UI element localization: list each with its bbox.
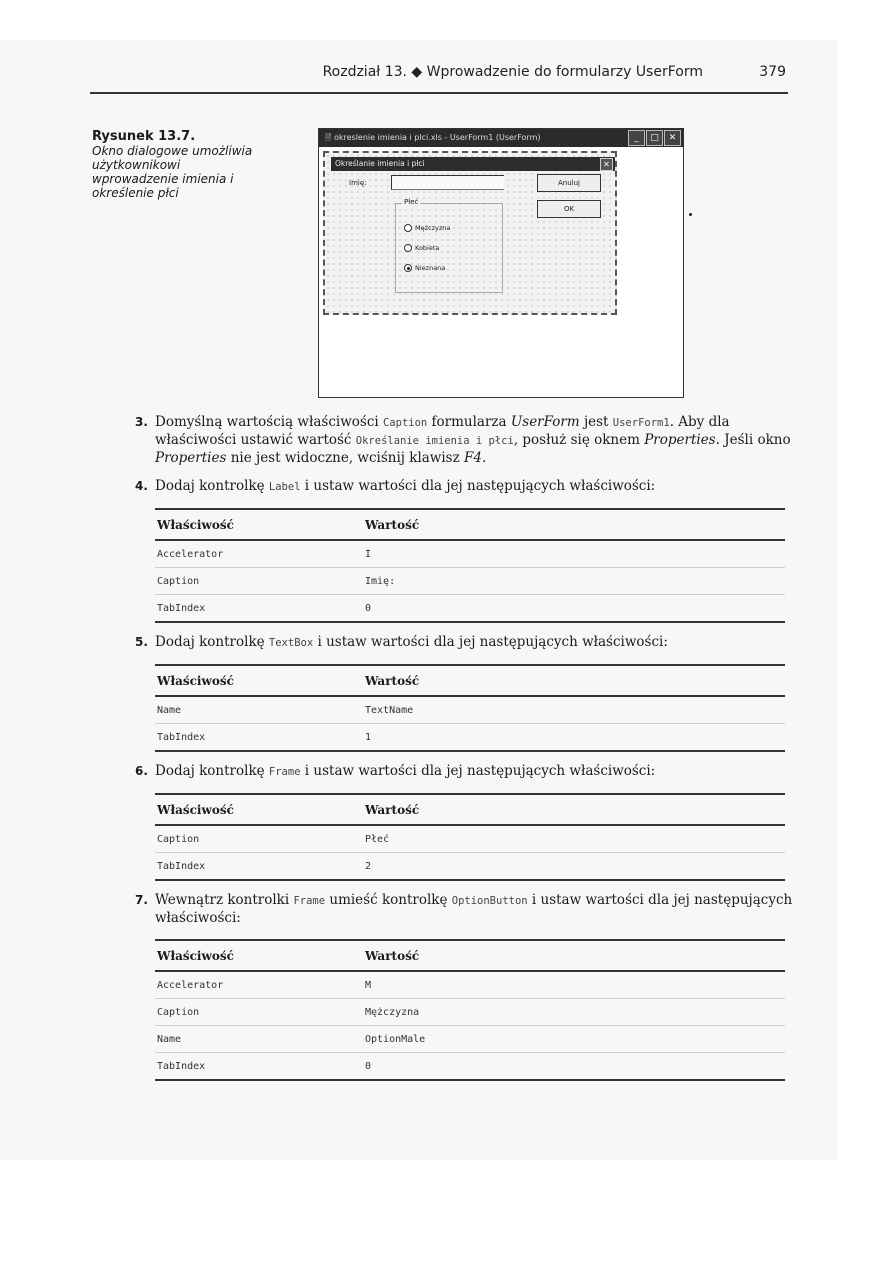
step-4 <box>135 478 795 496</box>
code: Caption <box>382 417 428 429</box>
frame-gender-label: Płeć <box>404 198 419 206</box>
textbox-name[interactable] <box>391 175 504 190</box>
column-header-property: Właściwość <box>155 509 363 540</box>
table-row <box>155 1053 785 1081</box>
option-female-label: Kobieta <box>415 244 440 252</box>
text: i ustaw wartości dla jej następujących właściwości: <box>300 763 656 779</box>
table-cell: 0 <box>363 1053 785 1081</box>
column-header-value: Wartość <box>363 794 785 825</box>
props-table-frame <box>155 793 785 881</box>
code: Label <box>268 481 301 493</box>
table-cell: Caption <box>155 568 363 595</box>
table-row <box>155 825 785 853</box>
table-cell: Mężczyzna <box>363 999 785 1026</box>
vba-window-title-text: 🗎 okreslenie imienia i plci.xls - UserForm1 (UserForm) <box>325 133 541 142</box>
table-cell: Płeć <box>363 825 785 853</box>
table-cell: TabIndex <box>155 853 363 881</box>
table-cell: Name <box>155 1026 363 1053</box>
text: Dodaj kontrolkę <box>155 478 269 494</box>
radio-icon <box>404 244 412 252</box>
table-row <box>155 853 785 881</box>
code: Frame <box>293 895 326 907</box>
text: formularza <box>427 414 511 430</box>
table-row <box>155 696 785 724</box>
props-table-textbox <box>155 664 785 752</box>
table-cell: I <box>363 540 785 568</box>
table-cell: 2 <box>363 853 785 881</box>
step-5 <box>135 634 795 652</box>
step-6 <box>135 763 795 781</box>
table-cell: TabIndex <box>155 724 363 752</box>
step-number: 4. <box>135 479 148 493</box>
text: Dodaj kontrolkę <box>155 763 269 779</box>
code: UserForm1 <box>612 417 670 429</box>
column-header-value: Wartość <box>363 940 785 971</box>
column-header-property: Właściwość <box>155 794 363 825</box>
cancel-button[interactable]: Anuluj <box>537 174 601 192</box>
chapter-title: Rozdział 13. ◆ Wprowadzenie do formularzy UserForm <box>322 64 703 80</box>
code: Frame <box>268 766 301 778</box>
label-imie: Imię: <box>349 179 367 187</box>
table-cell: Caption <box>155 825 363 853</box>
option-male-label: Mężczyzna <box>415 224 451 232</box>
text: nie jest widoczne, wciśnij klawisz <box>226 450 465 466</box>
text: , posłuż się oknem <box>513 432 645 448</box>
table-cell: TextName <box>363 696 785 724</box>
table-row <box>155 971 785 999</box>
step-7 <box>135 892 795 927</box>
code: Określanie imienia i płci <box>355 435 514 447</box>
close-icon[interactable]: ✕ <box>664 130 681 146</box>
step-number: 5. <box>135 635 148 649</box>
userform-design-area <box>323 151 617 315</box>
text: jest <box>579 414 613 430</box>
steps-list <box>135 414 795 1081</box>
table-row <box>155 999 785 1026</box>
text: Wewnątrz kontrolki <box>155 892 294 908</box>
radio-selected-icon <box>404 264 412 272</box>
maximize-icon[interactable]: □ <box>646 130 663 146</box>
code: OptionButton <box>451 895 528 907</box>
stray-dot <box>689 213 692 216</box>
code: TextBox <box>268 637 314 649</box>
props-table-optionbutton <box>155 939 785 1081</box>
figure-screenshot <box>318 128 684 398</box>
italic: Properties <box>644 432 716 448</box>
window-controls <box>628 130 681 146</box>
italic: Properties <box>155 450 227 466</box>
text: i ustaw wartości dla jej następujących właściwości: <box>300 478 656 494</box>
step-number: 3. <box>135 415 148 429</box>
table-cell: 0 <box>363 595 785 623</box>
text: Domyślną wartością właściwości <box>155 414 383 430</box>
figure-caption <box>92 130 267 200</box>
figure-number: Rysunek 13.7. <box>92 129 196 144</box>
table-cell: Name <box>155 696 363 724</box>
option-unknown[interactable] <box>404 264 445 272</box>
italic: F4 <box>464 450 482 466</box>
step-number: 7. <box>135 893 148 907</box>
text: i ustaw wartości dla jej następujących właściwości: <box>155 892 793 926</box>
table-cell: TabIndex <box>155 595 363 623</box>
table-cell: TabIndex <box>155 1053 363 1081</box>
figure-caption-text: Okno dialogowe umożliwia użytkownikowi wprowadzenie imienia i określenie płci <box>92 144 253 200</box>
userform-close-icon[interactable]: ✕ <box>600 158 613 171</box>
step-3 <box>135 414 795 467</box>
text: i ustaw wartości dla jej następujących właściwości: <box>313 634 668 650</box>
table-row <box>155 1026 785 1053</box>
text: umieść kontrolkę <box>325 892 452 908</box>
column-header-property: Właściwość <box>155 940 363 971</box>
table-cell: Caption <box>155 999 363 1026</box>
column-header-property: Właściwość <box>155 665 363 696</box>
text: Dodaj kontrolkę <box>155 634 269 650</box>
option-female[interactable] <box>404 244 439 252</box>
vba-window-title <box>319 129 683 147</box>
table-row <box>155 568 785 595</box>
table-cell: M <box>363 971 785 999</box>
column-header-value: Wartość <box>363 665 785 696</box>
page-header <box>90 58 788 94</box>
table-cell: Imię: <box>363 568 785 595</box>
text: . Aby dla właściwości ustawić wartość <box>155 414 730 448</box>
page-number: 379 <box>759 64 786 80</box>
table-row <box>155 724 785 752</box>
step-number: 6. <box>135 764 148 778</box>
ok-button[interactable]: OK <box>537 200 601 218</box>
table-cell: OptionMale <box>363 1026 785 1053</box>
userform-title: Określanie imienia i płci <box>335 159 425 168</box>
table-cell: 1 <box>363 724 785 752</box>
text: . Jeśli okno <box>715 432 791 448</box>
frame-gender <box>395 198 503 293</box>
text: . <box>481 450 487 466</box>
italic: UserForm <box>510 414 580 430</box>
userform-title-bar <box>331 157 615 171</box>
minimize-icon[interactable]: _ <box>628 130 645 146</box>
table-cell: Accelerator <box>155 971 363 999</box>
radio-icon <box>404 224 412 232</box>
column-header-value: Wartość <box>363 509 785 540</box>
props-table-label <box>155 508 785 623</box>
table-cell: Accelerator <box>155 540 363 568</box>
table-row <box>155 595 785 623</box>
option-unknown-label: Nieznana <box>415 264 446 272</box>
option-male[interactable] <box>404 224 450 232</box>
table-row <box>155 540 785 568</box>
